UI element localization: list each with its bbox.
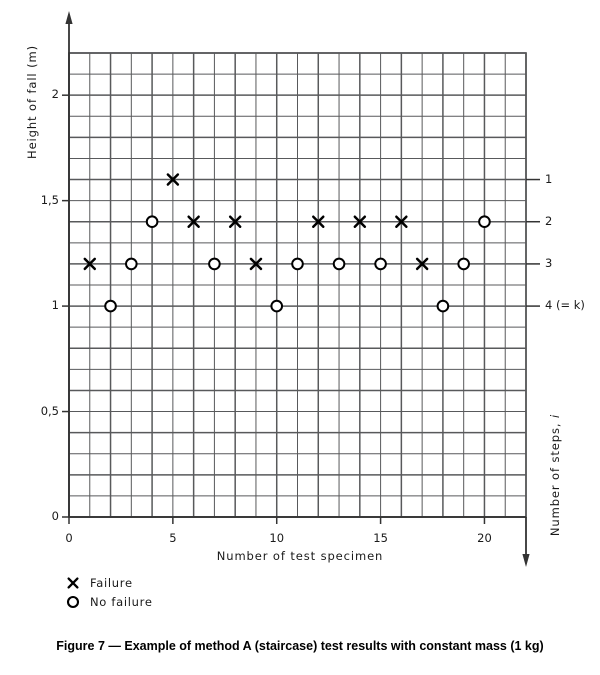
cross-marker-icon [60,576,86,590]
y-axis-label-left: Height of fall (m) [25,45,39,159]
y-tick-label-left-3: 1,5 [40,192,59,207]
x-tick-label-4: 20 [477,531,492,545]
y-axis-label-right-text: Number of steps, [548,422,562,537]
y-tick-label-right-1: 2 [545,213,553,228]
y-tick-label-left-1: 0,5 [40,403,59,418]
y-tick-label-left-2: 1 [51,298,59,313]
legend-item-no-failure [60,592,153,611]
axis-ticks [62,95,540,524]
y-tick-label-right-3: 4 (= k) [545,298,585,313]
y-tick-label-left-4: 2 [51,87,59,102]
x-tick-label-0: 0 [65,531,73,545]
y-tick-label-right-2: 3 [545,255,553,270]
x-tick-label-3: 15 [373,531,388,545]
circle-marker-icon [60,595,86,609]
y-axis-label-right [548,380,562,570]
legend [60,573,153,611]
x-axis-label: Number of test specimen [216,549,384,563]
legend-label-failure: Failure [90,575,133,590]
y-axis-label-right-symbol: i [548,413,562,419]
x-tick-label-2: 10 [269,531,285,545]
x-tick-label-1: 5 [169,531,177,545]
legend-label-no-failure: No failure [90,594,153,609]
y-tick-label-right-0: 1 [545,171,553,186]
figure-caption: Figure 7 — Example of method A (staircase) test results with constant mass (1 kg) [56,639,544,653]
gridlines [69,53,526,517]
legend-item-failure [60,573,153,592]
y-tick-label-left-0: 0 [51,509,59,523]
